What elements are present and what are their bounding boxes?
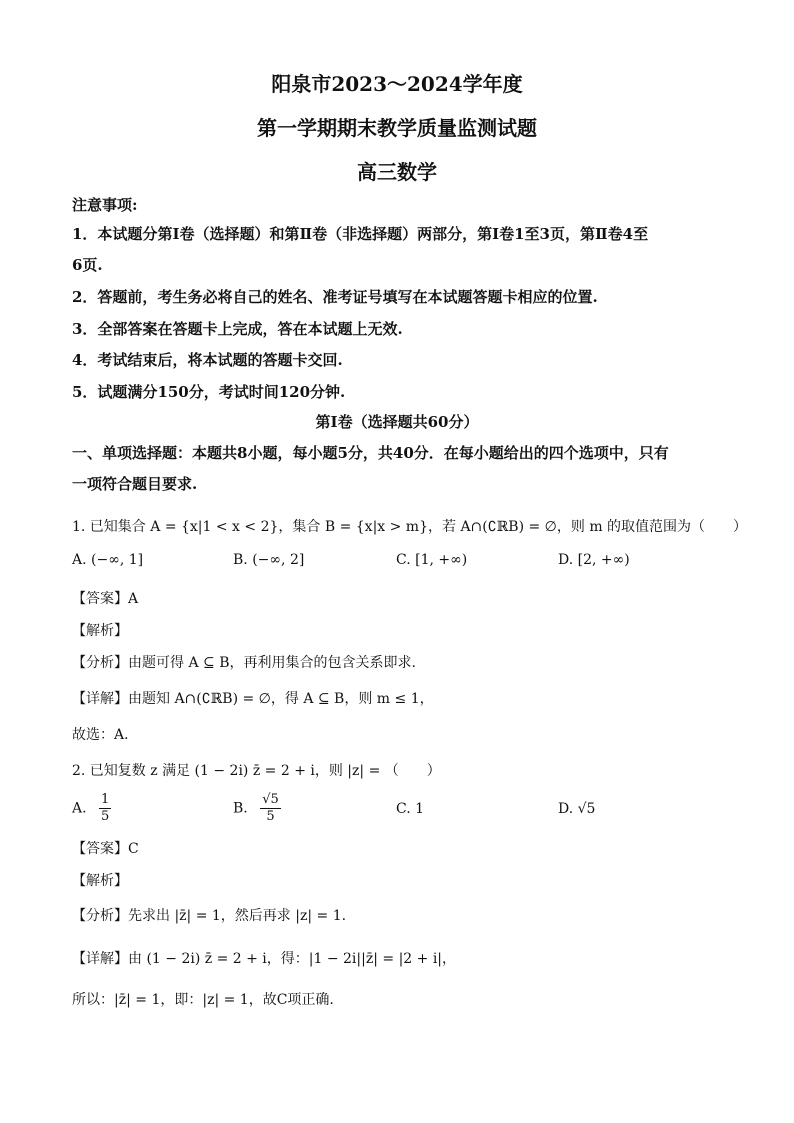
fraction-numerator: √5 [262, 792, 279, 807]
question-2-fenxi: 【分析】先求出 |z̄| = 1，然后再求 |z| = 1. [72, 908, 347, 924]
section-title: 第Ⅰ卷（选择题共60分） [315, 413, 479, 431]
question-2-option-b-label: B. [233, 800, 248, 817]
question-1-stem: 1. 已知集合 A = {x|1 < x < 2}，集合 B = {x|x > m}，若 A∩(∁ℝB) = ∅，则 m 的取值范围为（ ） [72, 519, 748, 535]
exam-title-term: 第一学期期末教学质量监测试题 [257, 116, 537, 140]
question-1-choice: 故选：A． [72, 727, 139, 743]
question-2-option-a-fraction [99, 792, 111, 825]
notice-item-2: 2．答题前，考生务必将自己的姓名、准考证号填写在本试题答题卡相应的位置. [72, 288, 598, 306]
question-2-option-d: D. √5 [558, 801, 596, 817]
question-2-answer: 【答案】C [72, 841, 139, 857]
question-2-option-b [233, 792, 281, 825]
question-1-option-b: B. (−∞, 2] [233, 552, 305, 568]
question-1-xiangjie: 【详解】由题知 A∩(∁ℝB) = ∅，得 A ⊆ B，则 m ≤ 1， [72, 691, 434, 707]
question-1-analysis-label: 【解析】 [72, 623, 128, 639]
question-1-answer: 【答案】A [72, 591, 139, 607]
question-1-option-d: D. [2, +∞) [558, 552, 630, 568]
question-2-stem: 2. 已知复数 z 满足 (1 − 2i) z̄ = 2 + i，则 |z| = （ ） [72, 763, 441, 779]
notice-item-5: 5．试题满分150分，考试时间120分钟. [72, 383, 346, 401]
notice-item-3: 3．全部答案在答题卡上完成，答在本试题上无效. [72, 320, 403, 338]
question-2-xiangjie: 【详解】由 (1 − 2i) z̄ = 2 + i，得：|1 − 2i||z̄| = |2 + i|， [72, 951, 457, 967]
question-2-option-a-label: A. [72, 800, 87, 817]
question-2-conclusion: 所以：|z̄| = 1，即：|z| = 1，故C项正确. [72, 992, 334, 1008]
exam-title-subject: 高三数学 [357, 160, 437, 184]
question-2-option-b-fraction [260, 792, 281, 825]
fraction-denominator: 5 [101, 809, 110, 824]
question-2-option-a [72, 792, 111, 825]
question-1-fenxi: 【分析】由题可得 A ⊆ B，再利用集合的包含关系即求. [72, 655, 416, 671]
exam-title-region: 阳泉市2023～2024学年度 [271, 72, 523, 96]
question-1-option-a: A. (−∞, 1] [72, 552, 144, 568]
notice-item-1: 1．本试题分第Ⅰ卷（选择题）和第Ⅱ卷（非选择题）两部分，第Ⅰ卷1至3页，第Ⅱ卷4至 [72, 225, 649, 243]
notice-item-4: 4．考试结束后，将本试题的答题卡交回. [72, 351, 343, 369]
fraction-numerator: 1 [101, 792, 110, 807]
notice-item-1-cont: 6页. [72, 256, 103, 274]
section-instruction-cont: 一项符合题目要求. [72, 475, 198, 493]
fraction-denominator: 5 [266, 809, 275, 824]
section-instruction: 一、单项选择题：本题共8小题，每小题5分，共40分．在每小题给出的四个选项中，只有 [72, 444, 669, 462]
question-1-option-c: C. [1, +∞) [396, 552, 468, 568]
question-2-option-c: C. 1 [396, 801, 425, 817]
notice-heading: 注意事项: [72, 196, 138, 214]
question-2-analysis-label: 【解析】 [72, 873, 128, 889]
